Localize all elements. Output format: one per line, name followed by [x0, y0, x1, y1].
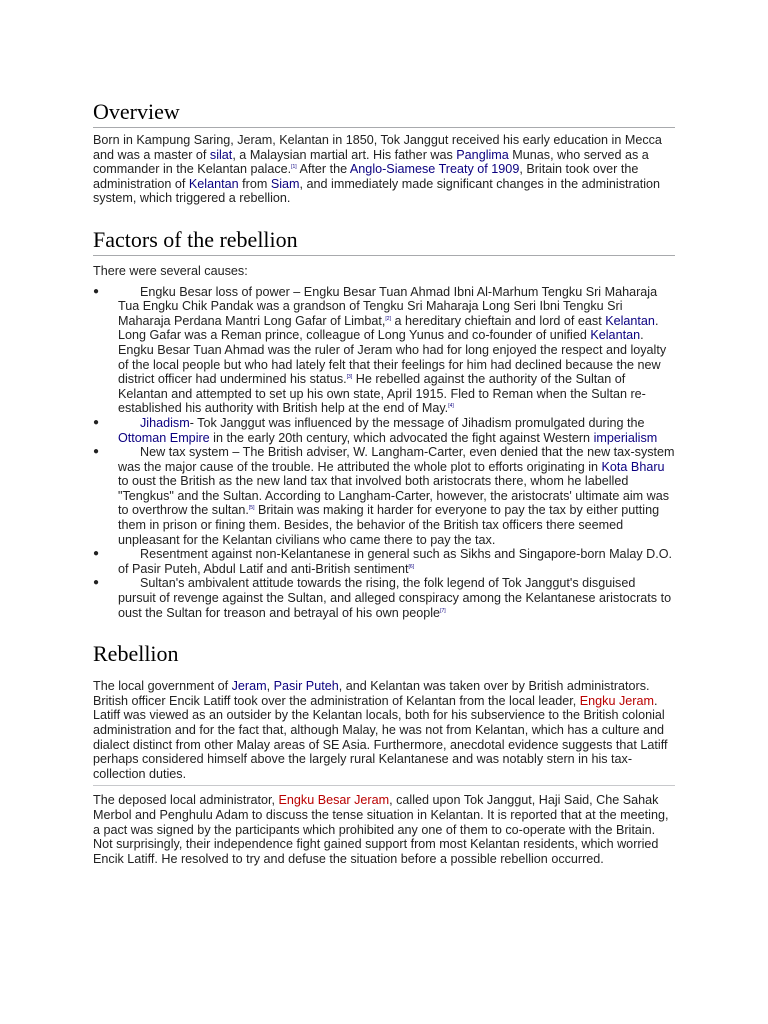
link-imperialism[interactable]: imperialism — [593, 430, 658, 445]
text-run: to oust the British as the new land tax that involved both aristocrats there, whom he labelled "Tengkus" and the Sultan. According to Langham-Carter, however, the aristocrats' ultimate aim was to overthrow the sultan. — [118, 474, 670, 518]
section-overview — [93, 98, 675, 206]
link-silat[interactable]: silat — [209, 147, 233, 162]
link-siam[interactable]: Siam — [270, 176, 300, 191]
text-run: New tax system – The British adviser, W. Langham-Carter, even denied that the new tax-system was the major cause of the trouble. He attributed the whole plot to efforts originating in — [118, 445, 675, 474]
link-kelantan[interactable]: Kelantan — [605, 313, 655, 328]
text-run: . Latiff was viewed as an outsider by the Kelantan locals, both for his subservience to the British colonial administration and for the fact that, although Malay, he was not from Kelantan, which has a culture and dialect distinct from other Malay areas of SE Asia. Furthermore, anecdotal evidence suggests that Latiff perhaps considered himself above the largely rural Kelantanese and was notably stern in his tax-collection duties. — [93, 693, 668, 781]
overview-paragraph — [93, 133, 675, 206]
link-jihadism[interactable]: Jihadism — [140, 415, 190, 430]
text-run: He rebelled against the authority of the Sultan of Kelantan and attempted to set up his own state, April 1915. Fled to Reman when the Sultan re-established his authority with British help at the end of May. — [118, 372, 646, 416]
list-item — [93, 445, 675, 547]
section-heading-factors: Factors of the rebellion — [93, 226, 675, 256]
section-heading-overview: Overview — [93, 98, 675, 128]
link-panglima[interactable]: Panglima — [456, 147, 509, 162]
list-item — [93, 285, 675, 416]
link-jeram[interactable]: Jeram — [231, 679, 267, 694]
text-run: , called upon Tok Janggut, Haji Said, Che Sahak Merbol and Penghulu Adam to discuss the tense situation in Kelantan. It is reported that at the meeting, a pact was signed by the participants which prohibited any one of them to co-operate with the Britain. Not surprisingly, their independence fight gained support from most Kelantan residents, which worried Encik Latiff. He resolved to try and defuse the situation before a possible rebellion occurred. — [93, 793, 669, 866]
text-run: , — [266, 679, 274, 694]
section-factors — [93, 226, 675, 620]
text-run: After the — [296, 162, 350, 177]
bullet-icon: ● — [93, 446, 100, 458]
citation-4[interactable]: [4] — [448, 403, 454, 410]
article-body — [93, 98, 675, 866]
section-heading-rebellion: Rebellion — [93, 641, 179, 667]
text-run: Resentment against non-Kelantanese in general such as Sikhs and Singapore-born Malay D.O. of Pasir Puteh, Abdul Latif and anti-British sentiment — [118, 547, 673, 576]
link-kelantan[interactable]: Kelantan — [590, 328, 641, 343]
text-run: in the early 20th century, which advocated the fight against Western — [209, 430, 594, 445]
text-run: Britain was making it harder for everyone to pay the tax by either putting them in prison or fining them. Besides, the behavior of the British tax officers there seemed unpleasant for the Kelantan civilians who came there to pay the tax. — [118, 503, 660, 547]
causes-list — [93, 285, 675, 621]
link-kelantan[interactable]: Kelantan — [188, 176, 239, 191]
text-run: The deposed local administrator, — [93, 793, 279, 808]
link-pasir-puteh[interactable]: Pasir Puteh — [273, 679, 339, 694]
text-run: Engku Besar loss of power – Engku Besar Tuan Ahmad Ibni Al-Marhum Tengku Sri Maharaja Tua Engku Chik Pandak was a grandson of Tengku Sri Maharaja Long Seri Ibni Tengku Sri Maharaja Perdana Mantri Long Gafar of Limbat, — [118, 284, 658, 328]
list-item — [93, 576, 675, 620]
link-kota-bharu[interactable]: Kota Bharu — [601, 459, 665, 474]
text-run: , and immediately made significant changes in the administration system, which triggered a rebellion. — [93, 176, 661, 206]
text-run: , a Malaysian martial art. His father was — [232, 147, 457, 162]
link-engku-besar-jeram[interactable]: Engku Besar Jeram — [278, 793, 390, 808]
rebellion-paragraph-1 — [93, 679, 675, 781]
link-engku-jeram[interactable]: Engku Jeram — [579, 693, 654, 708]
text-run: , and Kelantan was taken over by British administrators. British officer Encik Latiff took over the administration of Kelantan from the local leader, — [93, 679, 650, 708]
link-anglo-siamese-treaty[interactable]: Anglo-Siamese Treaty of 1909 — [349, 162, 520, 177]
citation-6[interactable]: [6] — [408, 563, 415, 570]
list-item — [93, 547, 675, 576]
rebellion-paragraph-2 — [93, 793, 675, 866]
text-run: . Long Gafar was a Reman prince, colleague of Long Yunus and co-founder of unified — [118, 313, 659, 343]
citation-2[interactable]: [2] — [385, 315, 391, 322]
bullet-icon: ● — [93, 548, 100, 560]
factors-intro: There were several causes: — [93, 263, 248, 278]
text-run: . Engku Besar Tuan Ahmad was the ruler of Jeram who had for long enjoyed the respect and loyalty of the local people but who had lately felt that their feelings for him had declined because the new district officer had undermined his status. — [118, 328, 667, 387]
divider — [93, 785, 675, 786]
text-run: The local government of — [93, 679, 232, 694]
text-run: , Britain took over the administration of — [93, 162, 639, 191]
text-run: a hereditary chieftain and lord of east — [390, 313, 606, 328]
citation-1[interactable]: [1] — [291, 164, 297, 171]
link-ottoman-empire[interactable]: Ottoman Empire — [118, 430, 210, 445]
text-run: - Tok Janggut was influenced by the message of Jihadism promulgated during the — [189, 415, 645, 430]
citation-3[interactable]: [3] — [346, 374, 353, 381]
citation-5[interactable]: [5] — [248, 505, 255, 512]
text-run: from — [238, 176, 271, 191]
text-run: Born in Kampung Saring, Jeram, Kelantan in 1850, Tok Janggut received his early education in Mecca and was a master of — [93, 133, 662, 162]
bullet-icon: ● — [93, 577, 100, 589]
text-run: Sultan's ambivalent attitude towards the rising, the folk legend of Tok Janggut's disguised pursuit of revenge against the Sultan, and alleged conspiracy among the Kelantanese aristocrats to oust the Sultan for treason and betrayal of his own people — [118, 576, 672, 620]
bullet-icon: ● — [93, 416, 100, 428]
bullet-icon: ● — [93, 285, 100, 297]
text-run: Munas, who served as a commander in the Kelantan palace. — [93, 147, 649, 177]
citation-7[interactable]: [7] — [440, 607, 446, 614]
section-rebellion — [93, 640, 675, 866]
list-item — [93, 416, 675, 445]
